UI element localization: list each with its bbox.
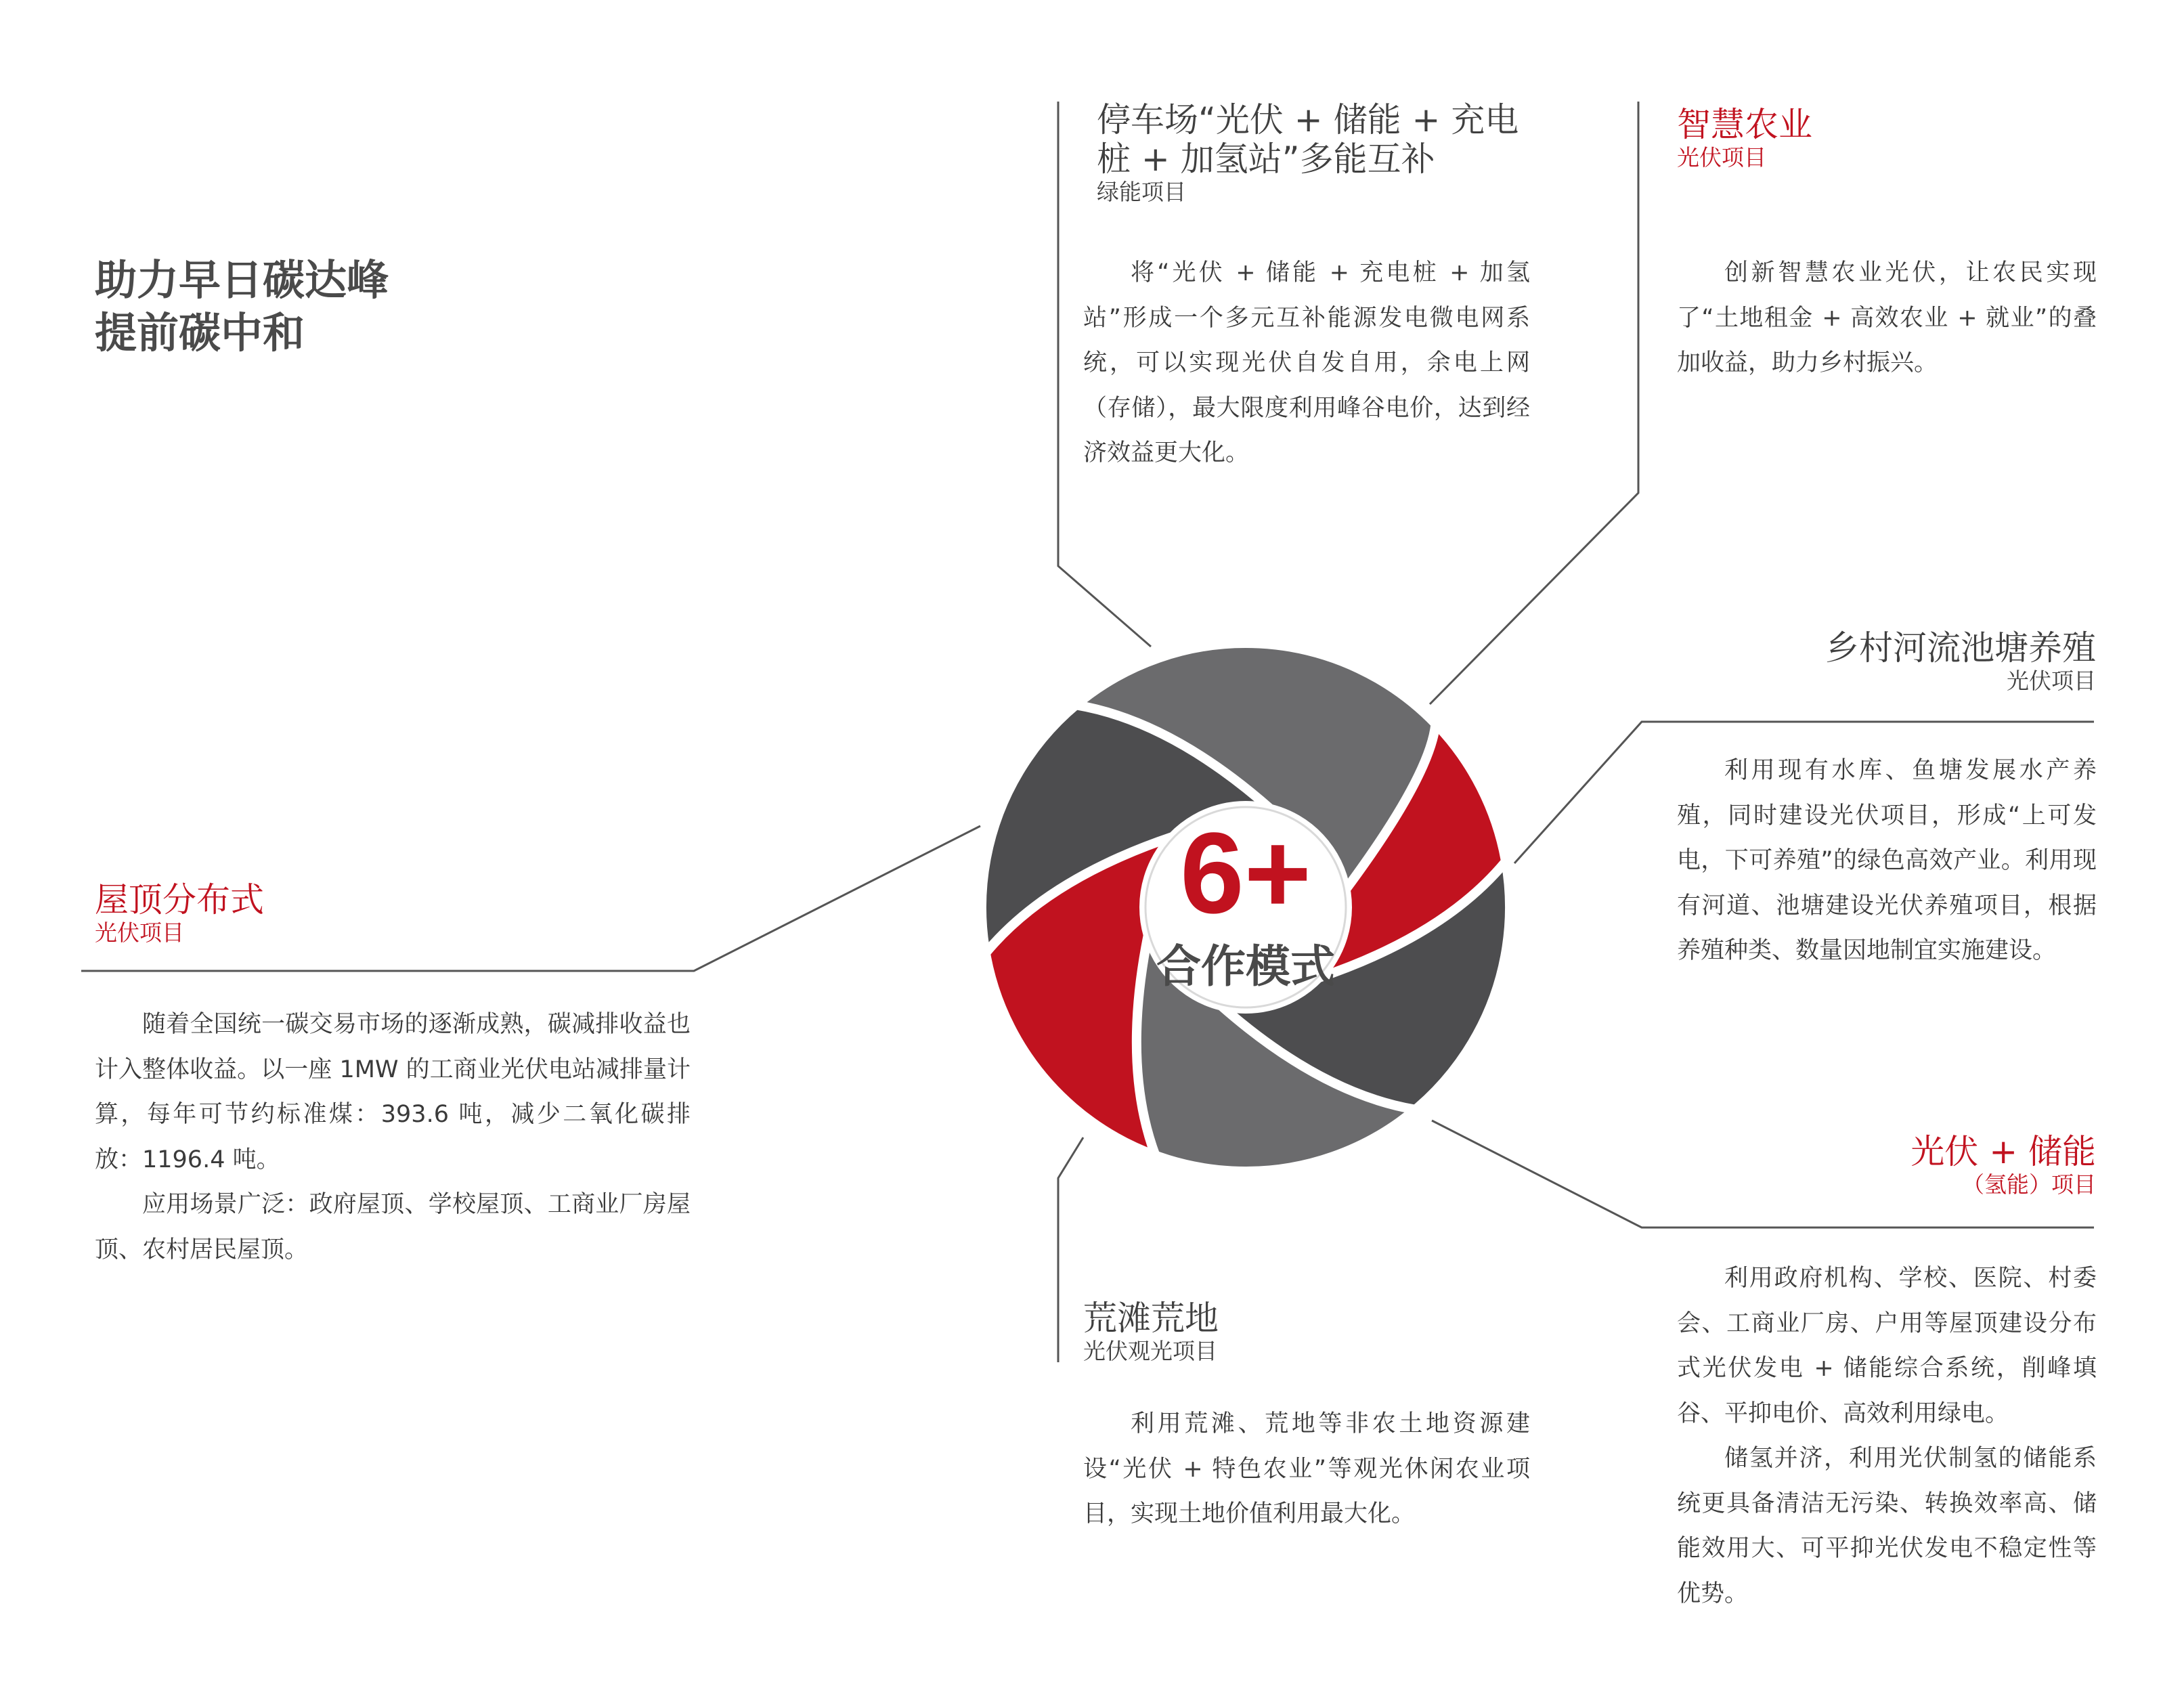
agri-header [1677, 105, 1812, 171]
agri-body [1677, 251, 2097, 386]
headline [95, 254, 389, 360]
roof-paragraph-1: 随着全国统一碳交易市场的逐渐成熟，碳减排收益也计入整体收益。以一座 1MW 的工商业光伏电站减排量计算，每年可节约标准煤：393.6 吨，减少二氧化碳排放：1196.4 吨。 [95, 1011, 691, 1173]
agri-subtitle: 光伏项目 [1677, 144, 1766, 171]
parking-title-line-2: 桩 + 加氢站”多能互补 [1097, 139, 1435, 179]
cooperation-wheel [955, 616, 1537, 1198]
pond-title: 乡村河流池塘养殖 [1825, 628, 2096, 668]
roof-header [95, 880, 264, 947]
wasteland-paragraph: 利用荒滩、荒地等非农土地资源建设“光伏 + 特色农业”等观光休闲农业项目，实现土地价值利用最大化。 [1083, 1410, 1530, 1527]
wasteland-header [1083, 1299, 1219, 1365]
pond-body [1677, 748, 2097, 974]
parking-header [1097, 100, 1519, 206]
pond-paragraph: 利用现有水库、鱼塘发展水产养殖，同时建设光伏项目，形成“上可发电，下可养殖”的绿色高效产业。利用现有河道、池塘建设光伏养殖项目，根据养殖种类、数量因地制宜实施建设。 [1677, 757, 2097, 964]
wasteland-subtitle: 光伏观光项目 [1083, 1338, 1217, 1364]
roof-body [95, 1002, 691, 1272]
pond-header [1825, 628, 2096, 695]
storage-paragraph-2: 储氢并济，利用光伏制氢的储能系统更具备清洁无污染、转换效率高、储能效用大、可平抑光伏发电不稳定性等优势。 [1677, 1445, 2097, 1607]
agri-paragraph: 创新智慧农业光伏，让农民实现了“土地租金 + 高效农业 + 就业”的叠加收益，助力乡村振兴。 [1677, 259, 2097, 376]
headline-line-2: 提前碳中和 [95, 308, 305, 357]
storage-subtitle: （氢能）项目 [1962, 1171, 2096, 1198]
parking-body [1083, 251, 1530, 476]
agri-title: 智慧农业 [1677, 105, 1812, 144]
roof-subtitle: 光伏项目 [95, 919, 184, 946]
wasteland-title: 荒滩荒地 [1083, 1299, 1219, 1338]
parking-subtitle: 绿能项目 [1097, 179, 1186, 205]
headline-line-1: 助力早日碳达峰 [95, 255, 389, 305]
roof-paragraph-2: 应用场景广泛：政府屋顶、学校屋顶、工商业厂房屋顶、农村居民屋顶。 [95, 1191, 691, 1263]
parking-title-line-1: 停车场“光伏 + 储能 + 充电 [1097, 100, 1519, 139]
storage-title: 光伏 + 储能 [1910, 1132, 2096, 1171]
center-caption: 合作模式 [1156, 940, 1335, 993]
storage-paragraph-1: 利用政府机构、学校、医院、村委会、工商业厂房、户用等屋顶建设分布式光伏发电 + 储能综合系统，削峰填谷、平抑电价、高效利用绿电。 [1677, 1265, 2097, 1427]
roof-title: 屋顶分布式 [95, 880, 264, 919]
center-big-label: 6+ [1180, 809, 1311, 938]
parking-paragraph: 将“光伏 + 储能 + 充电桩 + 加氢站”形成一个多元互补能源发电微电网系统，可以实现光伏自发自用，余电上网（存储），最大限度利用峰谷电价，达到经济效益更大化。 [1083, 259, 1530, 466]
storage-body [1677, 1256, 2097, 1616]
wasteland-body [1083, 1402, 1530, 1537]
storage-header [1910, 1132, 2096, 1198]
pond-subtitle: 光伏项目 [2007, 668, 2096, 694]
